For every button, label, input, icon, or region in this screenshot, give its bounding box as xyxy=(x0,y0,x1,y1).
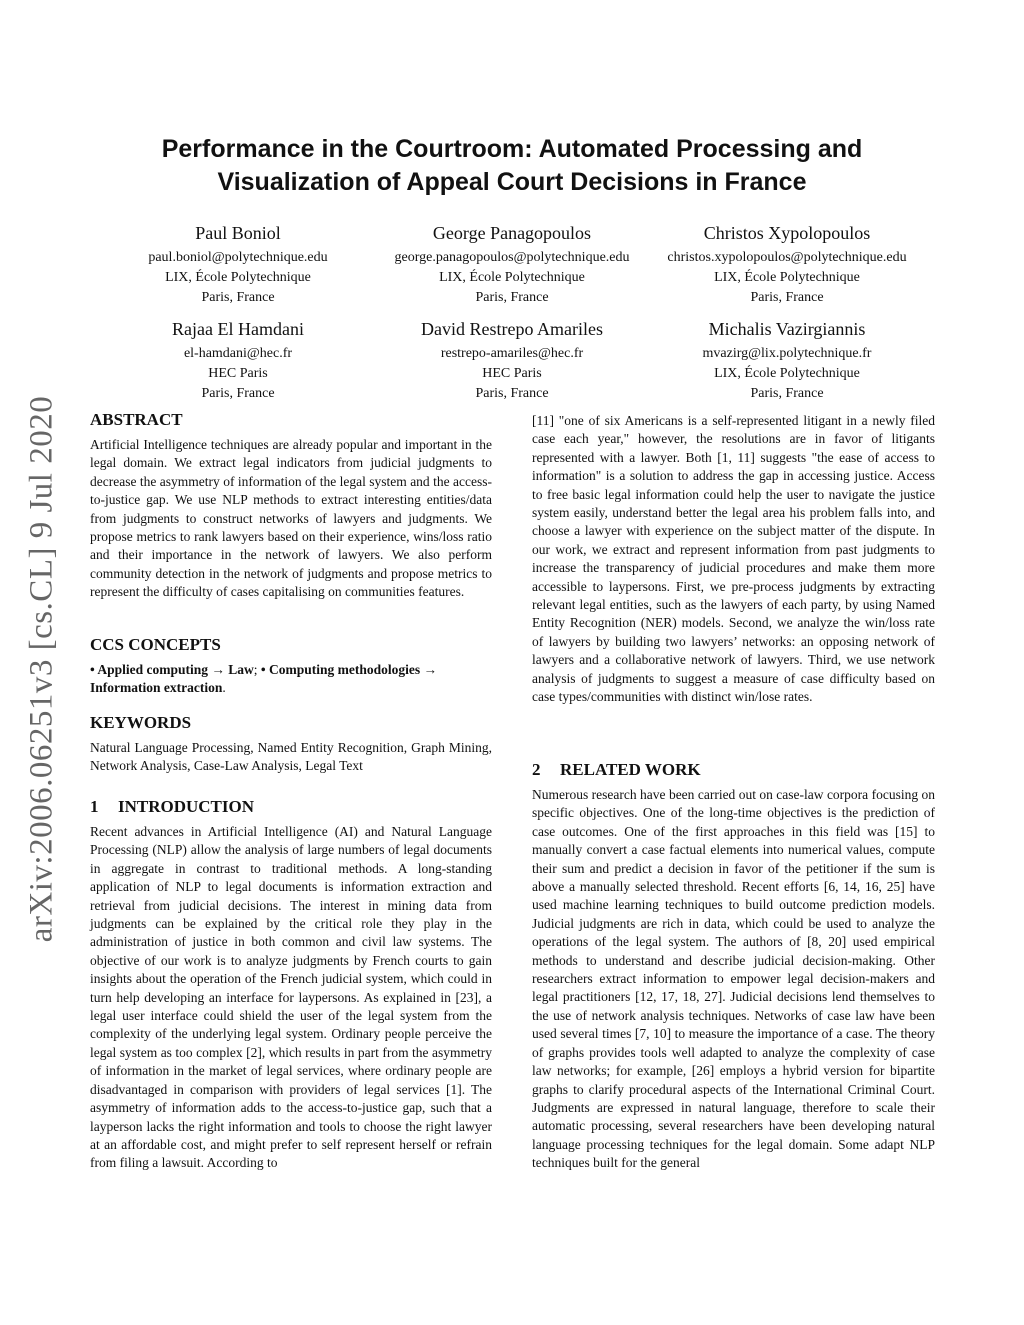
abstract-section xyxy=(90,410,492,602)
keywords-section xyxy=(90,713,492,776)
section-title: INTRODUCTION xyxy=(118,797,255,816)
author-email: restrepo-amariles@hec.fr xyxy=(440,346,584,361)
introduction-section xyxy=(90,797,492,1173)
ccs-term: Law xyxy=(228,662,254,677)
author-block xyxy=(652,222,922,308)
ccs-text xyxy=(90,661,492,698)
introduction-continued xyxy=(532,412,935,707)
author-name: Rajaa El Hamdani xyxy=(172,319,304,339)
related-work-text: Numerous research have been carried out on case-law corpora focusing on specific objectives. One of the long-time objectives is the prediction of case outcomes. One of the first approaches in this field was [15] to manually convert a case factual elements into numerical values, compute their sum and predict a decision in favor of the petitioner if the sum is above a manually selected threshold. Recent efforts [6, 14, 16, 25] have used machine learning techniques to build outcome prediction models. Judicial judgments are rich in data, which could be used to analyze the operations of the legal system. The authors of [8, 20] used empirical methods to understand and describe judicial decision-making. Other researchers extract information to empower legal decision-makers and legal practitioners [12, 17, 18, 27]. Judicial decisions lend themselves to the use of network analysis techniques. Networks of case law have been used several times [7, 10] to measure the importance of a case. The theory of graphs provides tools well adapted to analyze the complexity of case law networks; for example, [26] employs a hybrid version for bipartite graphs to clarify procedural aspects of the International Criminal Court. Judgments are expressed in natural language, therefore to scale their automatic processing, several researchers have been developing natural language processing techniques for the legal domain. Some adapt NLP techniques built for the general xyxy=(532,787,935,1171)
author-email: paul.boniol@polytechnique.edu xyxy=(148,250,328,265)
introduction-continued-text: [11] "one of six Americans is a self-represented litigant in a newly filed case each year," however, the resolutions are in favor of litigants represented with a lawyer. Both [1, 11] suggests "the ease of access to information" is a solution to address the gap in accessing justice. Access to free basic legal information could help the user to navigate the justice system easily, understand better the legal area his problem falls into, and choose a lawyer with experience on the subject matter of the dispute. In our work, we extract and represent information from past judgments to increase the transparency of judicial procedures and make them more accessible to laypersons. First, we pre-process judgments by extracting relevant legal entities, such as the lawyers of each party, by using Named Entity Recognition (NER) models. Second, we analyze the win/loss rate of lawyers by building two lawyers’ networks: an opposing network of lawyers and a collaborative network of lawyers. Third, we use network analysis of judgments to suggest a measure of case difficulty based on case types/communities with distinct win/lose rates. xyxy=(532,413,935,705)
introduction-text: Recent advances in Artificial Intelligence (AI) and Natural Language Processing (NLP) allow the analysis of large numbers of legal documents in aggregate in contrast to traditional methods. A long-standing application of NLP to legal documents is information extraction and retrieval from judicial decisions. The interest in mining data from judgments can be explained by the critical role they play in the administration of justice in both common and civil law systems. The objective of our work is to analyze judgments by French courts to gain insights about the operation of the French judicial system, which could in turn help developing an interface for laypersons. As explained in [23], a legal user interface could shield the user of the legal system from the complexity of the underlying legal system. Ordinary people perceive the legal system as too complex [2], which results in part from the asymmetry of information in the market of legal services, where ordinary people are disadvantaged in comparison with providers of legal services [1]. The asymmetry of information adds to the access-to-justice gap, such that a layperson lacks the right information and tools to choose the right lawyer at an affordable cost, and might prefer to self represent herself or refrain from filing a lawsuit. According to xyxy=(90,824,492,1171)
author-block xyxy=(377,222,647,308)
ccs-term: • Computing methodologies xyxy=(260,662,421,677)
ccs-section xyxy=(90,635,492,698)
author-affiliation: HEC Paris xyxy=(208,366,268,381)
ccs-arrow: → xyxy=(208,662,229,677)
section-number: 1 xyxy=(90,797,99,816)
author-name: Christos Xypolopoulos xyxy=(703,223,871,243)
ccs-term: • Applied computing xyxy=(90,662,209,677)
arxiv-identifier: arXiv:2006.06251v3 [cs.CL] 9 Jul 2020 xyxy=(23,395,60,943)
introduction-heading xyxy=(90,797,492,817)
ccs-term: Information extraction xyxy=(90,680,223,696)
author-email: el-hamdani@hec.fr xyxy=(183,346,293,361)
keywords-heading: KEYWORDS xyxy=(90,713,192,732)
author-location: Paris, France xyxy=(750,290,824,305)
author-email: christos.xypolopoulos@polytechnique.edu xyxy=(667,250,907,265)
related-work-section xyxy=(532,760,935,1173)
section-number: 2 xyxy=(532,760,541,779)
author-block xyxy=(652,318,922,404)
author-name: David Restrepo Amariles xyxy=(421,319,603,339)
ccs-heading: CCS CONCEPTS xyxy=(90,635,221,654)
author-affiliation: LIX, École Polytechnique xyxy=(714,270,860,285)
arxiv-sidebar xyxy=(22,379,62,959)
author-block xyxy=(103,222,373,308)
author-location: Paris, France xyxy=(201,290,275,305)
section-title: RELATED WORK xyxy=(560,760,701,779)
ccs-arrow: → xyxy=(420,662,438,677)
author-location: Paris, France xyxy=(201,386,275,401)
author-affiliation: LIX, École Polytechnique xyxy=(714,366,860,381)
author-name: George Panagopoulos xyxy=(432,223,592,243)
ccs-end: . xyxy=(222,680,226,696)
author-location: Paris, France xyxy=(750,386,824,401)
author-email: mvazirg@lix.polytechnique.fr xyxy=(702,346,872,361)
author-name: Michalis Vazirgiannis xyxy=(708,319,866,339)
author-affiliation: HEC Paris xyxy=(482,366,542,381)
author-affiliation: LIX, École Polytechnique xyxy=(439,270,585,285)
paper-title-line-1: Performance in the Courtroom: Automated Processing and xyxy=(161,135,863,163)
paper-title-line-2: Visualization of Appeal Court Decisions in France xyxy=(217,168,807,196)
author-name: Paul Boniol xyxy=(195,223,281,243)
keywords-text: Natural Language Processing, Named Entity Recognition, Graph Mining, Network Analysis, Case-Law Analysis, Legal Text xyxy=(90,740,492,774)
ccs-separator: ; xyxy=(253,662,261,677)
author-location: Paris, France xyxy=(475,386,549,401)
author-location: Paris, France xyxy=(475,290,549,305)
author-email: george.panagopoulos@polytechnique.edu xyxy=(394,250,630,265)
author-block xyxy=(103,318,373,404)
related-work-heading xyxy=(532,760,935,780)
author-affiliation: LIX, École Polytechnique xyxy=(165,270,311,285)
paper-title xyxy=(112,133,912,199)
abstract-text: Artificial Intelligence techniques are already popular and important in the legal domain. We extract legal indicators from judicial judgments to decrease the asymmetry of information of the legal system and the access-to-justice gap. We use NLP methods to extract interesting entities/data from judgments to construct networks of lawyers and judgments. We propose metrics to rank lawyers based on their experience, wins/loss ratio and their importance in the network of lawyers. We also perform community detection in the network of judgments and propose metrics to represent the difficulty of cases capitalising on communities features. xyxy=(90,437,492,600)
author-block xyxy=(377,318,647,404)
abstract-heading: ABSTRACT xyxy=(90,410,183,429)
